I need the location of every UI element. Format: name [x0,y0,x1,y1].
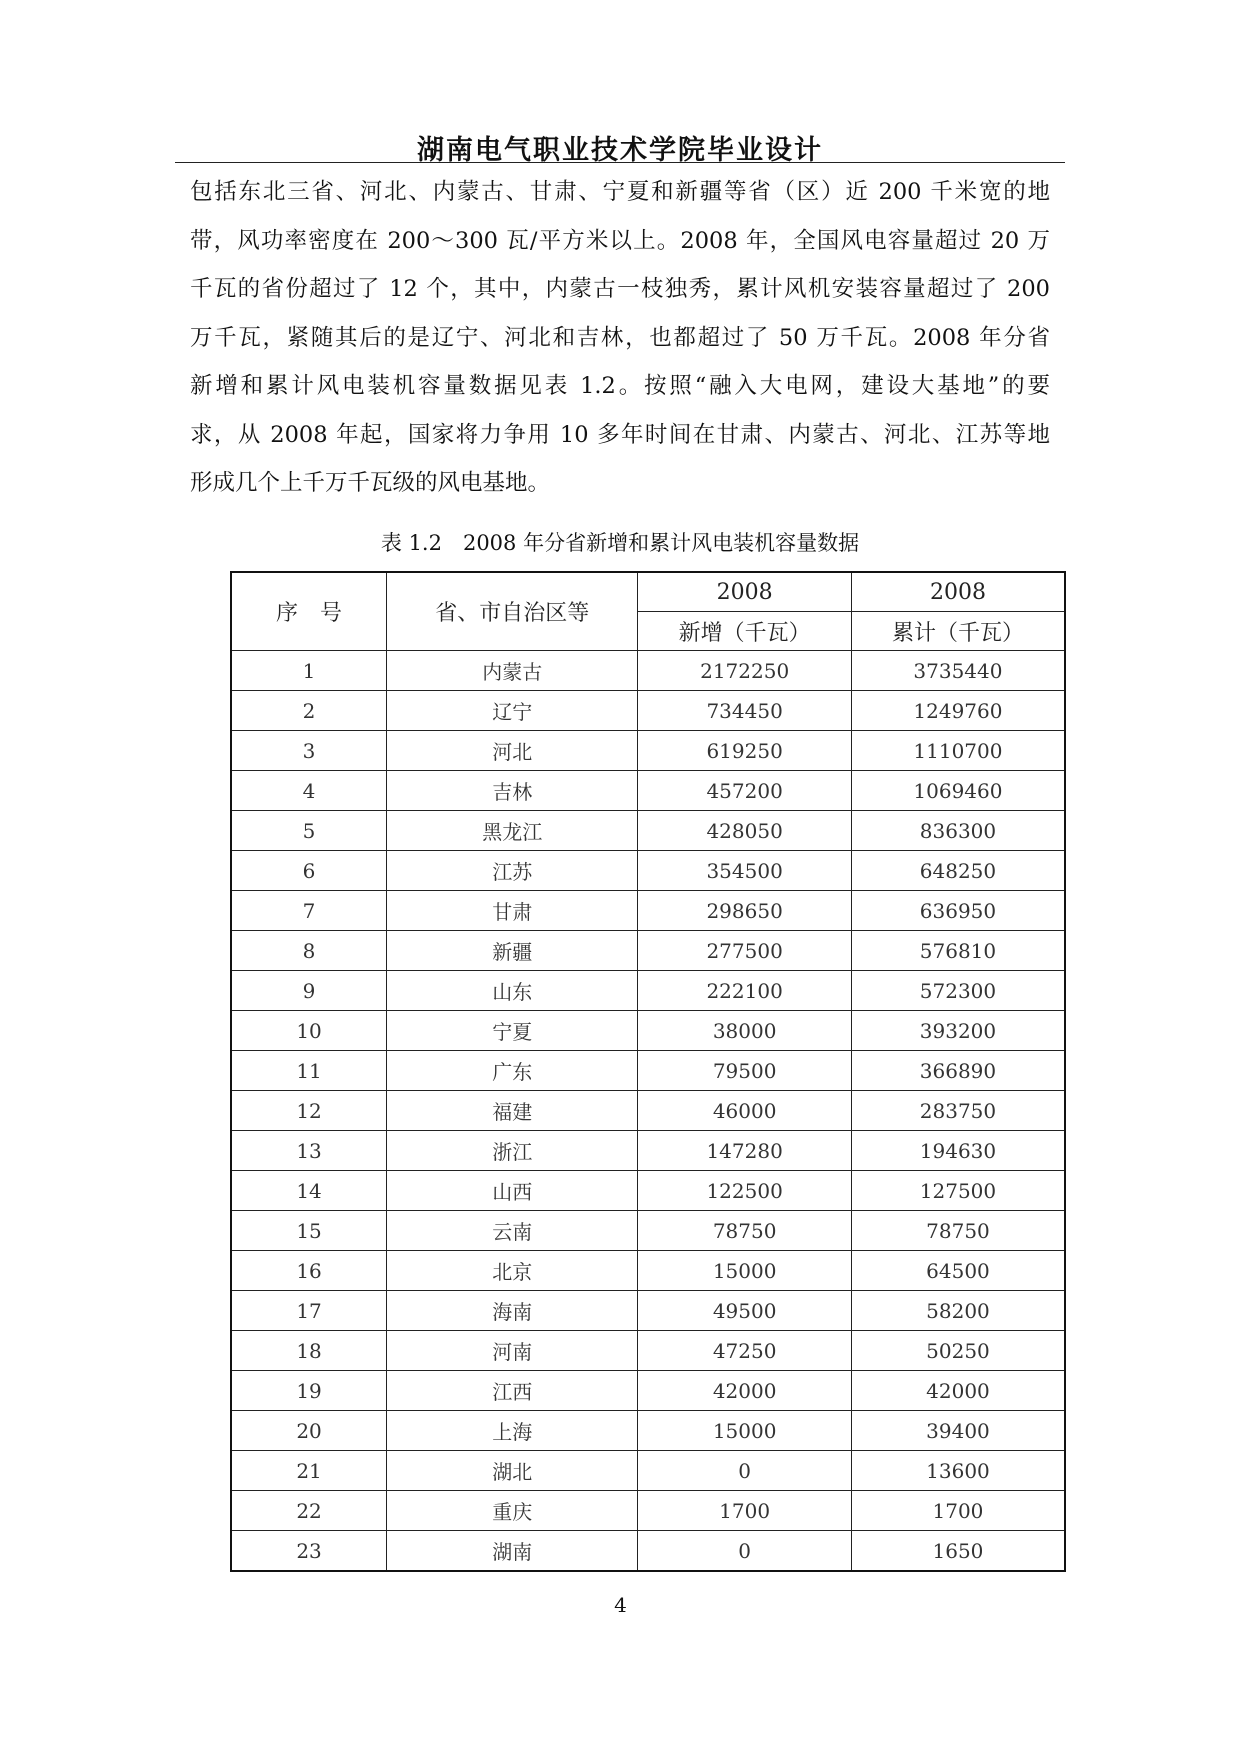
header-year-total: 2008 [851,572,1065,612]
header-row [231,572,1065,612]
cell-total-capacity: 836300 [851,811,1065,851]
cell-index: 9 [231,971,387,1011]
table-row [231,771,1065,811]
cell-index: 17 [231,1291,387,1331]
cell-index: 12 [231,1091,387,1131]
cell-total-capacity: 127500 [851,1171,1065,1211]
cell-new-capacity: 619250 [638,731,852,771]
cell-index: 19 [231,1371,387,1411]
body-line: 包括东北三省、河北、内蒙古、甘肃、宁夏和新疆等省（区）近 200 千米宽的地 [190,179,1050,205]
cell-new-capacity: 78750 [638,1211,852,1251]
table-caption: 表 1.2 2008 年分省新增和累计风电装机容量数据 [380,531,860,555]
cell-index: 16 [231,1251,387,1291]
cell-region: 新疆 [387,931,638,971]
cell-index: 4 [231,771,387,811]
cell-region: 河南 [387,1331,638,1371]
table-row [231,1091,1065,1131]
cell-region: 黑龙江 [387,811,638,851]
cell-total-capacity: 576810 [851,931,1065,971]
cell-new-capacity: 15000 [638,1411,852,1451]
page-header-title: 湖南电气职业技术学院毕业设计 [417,135,823,166]
cell-new-capacity: 2172250 [638,651,852,691]
cell-new-capacity: 49500 [638,1291,852,1331]
cell-new-capacity: 222100 [638,971,852,1011]
table-row [231,851,1065,891]
cell-index: 2 [231,691,387,731]
cell-total-capacity: 194630 [851,1131,1065,1171]
cell-total-capacity: 50250 [851,1331,1065,1371]
table-row [231,1251,1065,1291]
table-row [231,1331,1065,1371]
cell-index: 18 [231,1331,387,1371]
body-line: 万千瓦，紧随其后的是辽宁、河北和吉林，也都超过了 50 万千瓦。2008 年分省 [190,324,1050,351]
cell-region: 浙江 [387,1131,638,1171]
table-row [231,1411,1065,1451]
cell-total-capacity: 393200 [851,1011,1065,1051]
table-row [231,931,1065,971]
cell-index: 14 [231,1171,387,1211]
body-line: 求，从 2008 年起，国家将力争用 10 多年时间在甘肃、内蒙古、河北、江苏等地 [190,421,1050,448]
cell-index: 23 [231,1531,387,1572]
cell-total-capacity: 1650 [851,1531,1065,1572]
cell-index: 3 [231,731,387,771]
cell-total-capacity: 572300 [851,971,1065,1011]
page-number: 4 [614,1593,627,1617]
table-row [231,1131,1065,1171]
cell-region: 宁夏 [387,1011,638,1051]
table-row [231,1491,1065,1531]
table-row [231,811,1065,851]
cell-total-capacity: 42000 [851,1371,1065,1411]
cell-new-capacity: 298650 [638,891,852,931]
cell-region: 江苏 [387,851,638,891]
wind-capacity-table [230,571,1066,1572]
header-new-capacity: 新增（千瓦） [638,612,852,651]
cell-region: 北京 [387,1251,638,1291]
cell-new-capacity: 428050 [638,811,852,851]
cell-total-capacity: 648250 [851,851,1065,891]
table-row [231,691,1065,731]
table-row [231,891,1065,931]
cell-new-capacity: 122500 [638,1171,852,1211]
cell-new-capacity: 354500 [638,851,852,891]
cell-index: 20 [231,1411,387,1451]
body-paragraph [190,168,1050,508]
cell-new-capacity: 47250 [638,1331,852,1371]
table-row [231,1051,1065,1091]
cell-index: 13 [231,1131,387,1171]
cell-region: 云南 [387,1211,638,1251]
cell-index: 8 [231,931,387,971]
table-header [231,572,1065,651]
cell-region: 上海 [387,1411,638,1451]
cell-region: 广东 [387,1051,638,1091]
cell-index: 11 [231,1051,387,1091]
cell-index: 21 [231,1451,387,1491]
cell-total-capacity: 366890 [851,1051,1065,1091]
cell-new-capacity: 457200 [638,771,852,811]
cell-total-capacity: 64500 [851,1251,1065,1291]
cell-region: 内蒙古 [387,651,638,691]
cell-new-capacity: 46000 [638,1091,852,1131]
cell-new-capacity: 0 [638,1451,852,1491]
cell-new-capacity: 38000 [638,1011,852,1051]
table-row [231,1171,1065,1211]
cell-region: 河北 [387,731,638,771]
cell-total-capacity: 1110700 [851,731,1065,771]
cell-region: 海南 [387,1291,638,1331]
cell-new-capacity: 147280 [638,1131,852,1171]
cell-region: 福建 [387,1091,638,1131]
cell-total-capacity: 283750 [851,1091,1065,1131]
cell-region: 吉林 [387,771,638,811]
cell-new-capacity: 0 [638,1531,852,1572]
cell-new-capacity: 42000 [638,1371,852,1411]
cell-new-capacity: 1700 [638,1491,852,1531]
cell-region: 重庆 [387,1491,638,1531]
table-row [231,971,1065,1011]
header-total-capacity: 累计（千瓦） [851,612,1065,651]
cell-index: 7 [231,891,387,931]
body-line: 千瓦的省份超过了 12 个，其中，内蒙古一枝独秀，累计风机安装容量超过了 200 [190,276,1050,302]
cell-total-capacity: 58200 [851,1291,1065,1331]
cell-region: 湖北 [387,1451,638,1491]
body-line: 带，风功率密度在 200～300 瓦/平方米以上。2008 年，全国风电容量超过 20 万 [190,227,1050,254]
cell-total-capacity: 1069460 [851,771,1065,811]
table-row [231,1451,1065,1491]
cell-total-capacity: 1249760 [851,691,1065,731]
cell-new-capacity: 277500 [638,931,852,971]
cell-region: 湖南 [387,1531,638,1572]
table-row [231,1211,1065,1251]
header-year-new: 2008 [638,572,852,612]
table-row [231,1011,1065,1051]
cell-total-capacity: 13600 [851,1451,1065,1491]
cell-index: 5 [231,811,387,851]
header-index: 序 号 [231,572,387,651]
table-row [231,1531,1065,1572]
cell-total-capacity: 1700 [851,1491,1065,1531]
cell-region: 山西 [387,1171,638,1211]
table-row [231,731,1065,771]
cell-index: 10 [231,1011,387,1051]
cell-total-capacity: 3735440 [851,651,1065,691]
body-line: 新增和累计风电装机容量数据见表 1.2。按照“融入大电网，建设大基地”的要 [190,373,1050,399]
cell-index: 15 [231,1211,387,1251]
cell-index: 1 [231,651,387,691]
cell-total-capacity: 636950 [851,891,1065,931]
header-region: 省、市自治区等 [387,572,638,651]
cell-total-capacity: 39400 [851,1411,1065,1451]
cell-new-capacity: 79500 [638,1051,852,1091]
table-row [231,651,1065,691]
cell-new-capacity: 734450 [638,691,852,731]
cell-index: 6 [231,851,387,891]
cell-region: 山东 [387,971,638,1011]
cell-region: 辽宁 [387,691,638,731]
table-body [231,651,1065,1572]
cell-region: 甘肃 [387,891,638,931]
cell-index: 22 [231,1491,387,1531]
table-row [231,1291,1065,1331]
cell-new-capacity: 15000 [638,1251,852,1291]
header-divider [175,162,1065,163]
cell-region: 江西 [387,1371,638,1411]
body-line: 形成几个上千万千瓦级的风电基地。 [190,470,551,496]
cell-total-capacity: 78750 [851,1211,1065,1251]
table-row [231,1371,1065,1411]
